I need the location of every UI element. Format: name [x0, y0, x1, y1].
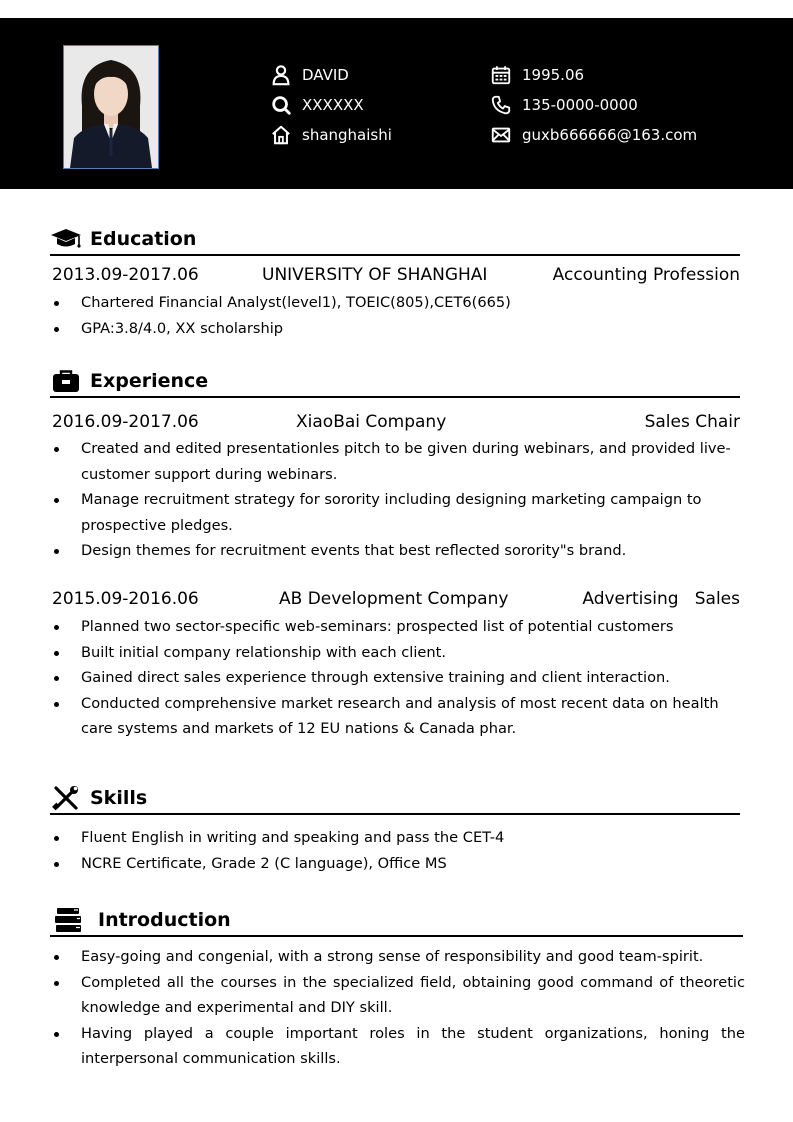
education-school: UNIVERSITY OF SHANGHAI [262, 265, 488, 285]
job-role: Advertising Sales [582, 589, 740, 609]
job-role: Sales Chair [644, 412, 740, 432]
skills-list [52, 825, 740, 876]
experience-title: Experience [90, 370, 209, 392]
job-bullet-list [52, 614, 740, 742]
education-date: 2013.09-2017.06 [52, 265, 199, 285]
placeholder-text: XXXXXX [302, 96, 364, 114]
name-item [270, 63, 349, 87]
email-text: guxb666666@163.com [522, 126, 698, 144]
introduction-list [52, 944, 745, 1072]
job-entry [52, 589, 740, 613]
list-item: Manage recruitment strategy for sorority including designing marketing campaign to prospective pledges. [52, 487, 740, 538]
list-item: Gained direct sales experience through extensive training and client interaction. [52, 665, 740, 691]
list-item: Design themes for recruitment events that best reflected sorority"s brand. [52, 538, 740, 564]
tools-icon [50, 785, 82, 811]
list-item: Planned two sector-specific web-seminars: prospected list of potential customers [52, 614, 740, 640]
education-title: Education [90, 228, 197, 250]
list-item: Easy-going and congenial, with a strong sense of responsibility and good team-spirit. [52, 944, 745, 970]
list-item: Conducted comprehensive market research and analysis of most recent data on health care systems and markets of 12 EU nations & Canada phar. [52, 691, 740, 742]
skills-title: Skills [90, 787, 148, 809]
graduation-cap-icon [50, 226, 82, 252]
envelope-icon [490, 124, 512, 146]
email-item [490, 123, 697, 147]
list-item: Fluent English in writing and speaking and pass the CET-4 [52, 825, 740, 851]
briefcase-icon [50, 368, 82, 394]
education-entry [52, 265, 740, 289]
list-item: GPA:3.8/4.0, XX scholarship [52, 316, 740, 342]
location-text: shanghaishi [302, 126, 392, 144]
job-entry [52, 412, 740, 436]
name-text: DAVID [302, 66, 349, 84]
books-icon [52, 907, 84, 933]
calendar-icon [490, 64, 512, 86]
search-icon [270, 94, 292, 116]
job-company: XiaoBai Company [296, 412, 447, 432]
education-heading [50, 224, 740, 256]
skills-heading [50, 783, 740, 815]
header-banner [0, 18, 793, 189]
education-list [52, 290, 740, 341]
birth-item [490, 63, 584, 87]
phone-icon [490, 94, 512, 116]
profile-photo [63, 45, 159, 169]
list-item: Built initial company relationship with each client. [52, 640, 740, 666]
introduction-heading [50, 905, 743, 937]
job-company: AB Development Company [279, 589, 509, 609]
job-date: 2015.09-2016.06 [52, 589, 199, 609]
phone-item [490, 93, 638, 117]
list-item: NCRE Certificate, Grade 2 (C language), Office MS [52, 851, 740, 877]
person-icon [270, 64, 292, 86]
list-item: Having played a couple important roles in the student organizations, honing the interpersonal communication skills. [52, 1021, 745, 1072]
birth-text: 1995.06 [522, 66, 585, 84]
list-item: Completed all the courses in the specialized field, obtaining good command of theoretic knowledge and experimental and DIY skill. [52, 970, 745, 1021]
list-item: Created and edited presentationles pitch to be given during webinars, and provided live-customer support during webinars. [52, 436, 740, 487]
experience-heading [50, 366, 740, 398]
job-bullet-list [52, 436, 740, 564]
placeholder-item [270, 93, 364, 117]
location-item [270, 123, 392, 147]
home-icon [270, 124, 292, 146]
job-date: 2016.09-2017.06 [52, 412, 199, 432]
phone-text: 135-0000-0000 [522, 96, 638, 114]
introduction-title: Introduction [98, 909, 231, 931]
education-major: Accounting Profession [552, 265, 740, 285]
list-item: Chartered Financial Analyst(level1), TOEIC(805),CET6(665) [52, 290, 740, 316]
